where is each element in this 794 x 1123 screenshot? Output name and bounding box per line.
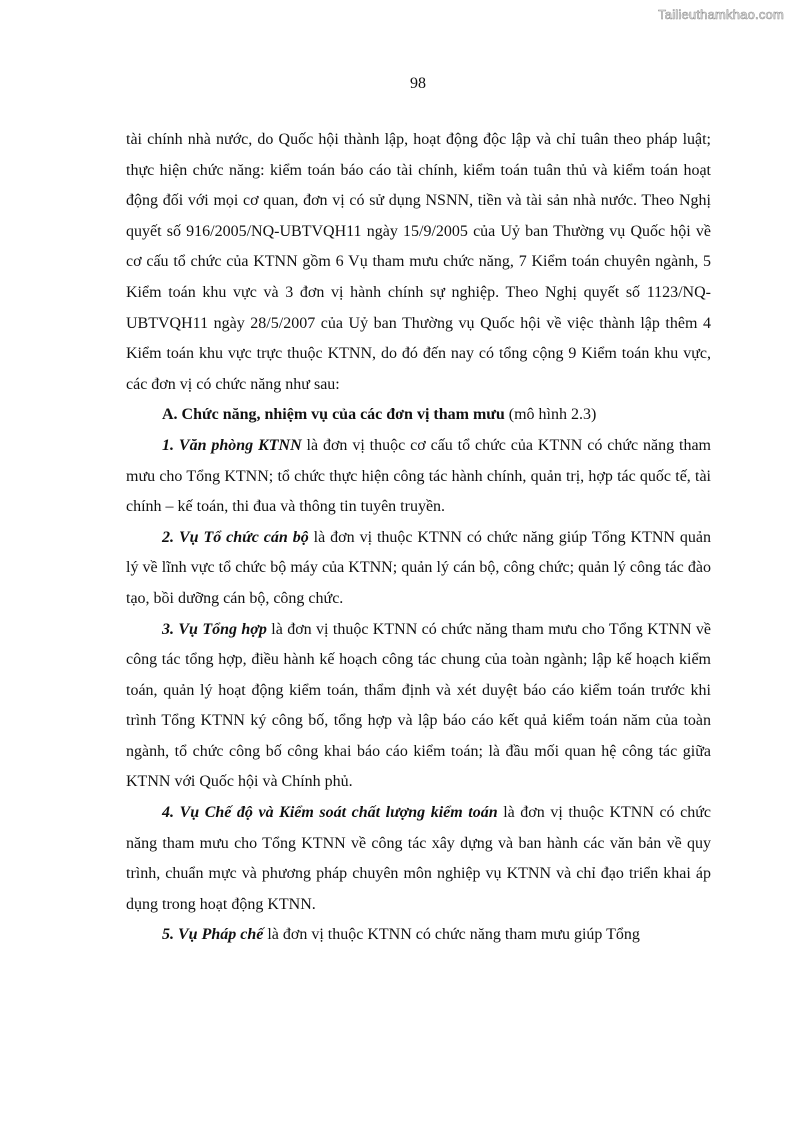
- item-text: là đơn vị thuộc KTNN có chức năng tham mưu giúp Tổng: [263, 926, 640, 944]
- item-van-phong: [126, 431, 711, 523]
- section-a-note: (mô hình 2.3): [504, 406, 597, 424]
- section-a-title: A. Chức năng, nhiệm vụ của các đơn vị tham mưu: [162, 406, 505, 424]
- watermark: Tailieuthamkhao.com: [658, 7, 784, 22]
- intro-paragraph: tài chính nhà nước, do Quốc hội thành lập, hoạt động độc lập và chỉ tuân theo pháp luật; thực hiện chức năng: kiểm toán báo cáo tài chính, kiểm toán tuân thủ và kiểm toán hoạt động đối với mọi cơ quan, đơn vị có sử dụng NSNN, tiền và tài sản nhà nước. Theo Nghị quyết số 916/2005/NQ-UBTVQH11 ngày 15/9/2005 của Uỷ ban Thường vụ Quốc hội về cơ cấu tổ chức của KTNN gồm 6 Vụ tham mưu chức năng, 7 Kiểm toán chuyên ngành, 5 Kiểm toán khu vực và 3 đơn vị hành chính sự nghiệp. Theo Nghị quyết số 1123/NQ-UBTVQH11 ngày 28/5/2007 của Uỷ ban Thường vụ Quốc hội về việc thành lập thêm 4 Kiểm toán khu vực trực thuộc KTNN, do đó đến nay có tổng cộng 9 Kiểm toán khu vực, các đơn vị có chức năng như sau:: [126, 131, 711, 393]
- item-text: là đơn vị thuộc cơ cấu tổ chức của KTNN có chức năng tham mưu cho Tổng KTNN; tổ chức thực hiện công tác hành chính, quản trị, hợp tác quốc tế, tài chính – kế toán, thi đua và thông tin tuyên truyền.: [126, 436, 712, 516]
- item-text: là đơn vị thuộc KTNN có chức năng giúp Tổng KTNN quản lý về lĩnh vực tổ chức bộ máy của KTNN; quản lý cán bộ, công chức; quản lý công tác đào tạo, bồi dưỡng cán bộ, công chức.: [126, 528, 712, 607]
- item-to-chuc-can-bo: [126, 523, 711, 615]
- section-a-heading: [126, 400, 711, 431]
- item-tong-hop: [126, 615, 711, 799]
- page-number: 98: [410, 75, 426, 92]
- item-title: 5. Vụ Pháp chế: [162, 926, 264, 944]
- document-body: [126, 125, 711, 951]
- item-text: là đơn vị thuộc KTNN có chức năng tham mưu cho Tổng KTNN về công tác xây dựng và ban hành các văn bản về quy trình, chuẩn mực và phương pháp chuyên môn nghiệp vụ KTNN và chỉ đạo triển khai áp dụng trong hoạt động KTNN.: [126, 804, 711, 913]
- item-text: là đơn vị thuộc KTNN có chức năng tham mưu cho Tổng KTNN về công tác tổng hợp, điều hành kế hoạch công tác chung của toàn ngành; lập kế hoạch kiểm toán, quản lý hoạt động kiểm toán, thẩm định và xét duyệt báo cáo kiểm toán trước khi trình Tổng KTNN ký công bố, tổng hợp và lập báo cáo kết quả kiểm toán năm của toàn ngành, tổ chức công bố công khai báo cáo kiểm toán; là đầu mối quan hệ công tác giữa KTNN với Quốc hội và Chính phủ.: [126, 620, 712, 791]
- item-title: 1. Văn phòng KTNN: [162, 436, 302, 454]
- item-title: 4. Vụ Chế độ và Kiểm soát chất lượng kiểm toán: [162, 804, 498, 822]
- item-phap-che: [126, 920, 711, 951]
- item-che-do-kiem-soat: [126, 798, 711, 920]
- item-title: 2. Vụ Tổ chức cán bộ: [162, 528, 309, 546]
- item-title: 3. Vụ Tổng hợp: [162, 620, 267, 638]
